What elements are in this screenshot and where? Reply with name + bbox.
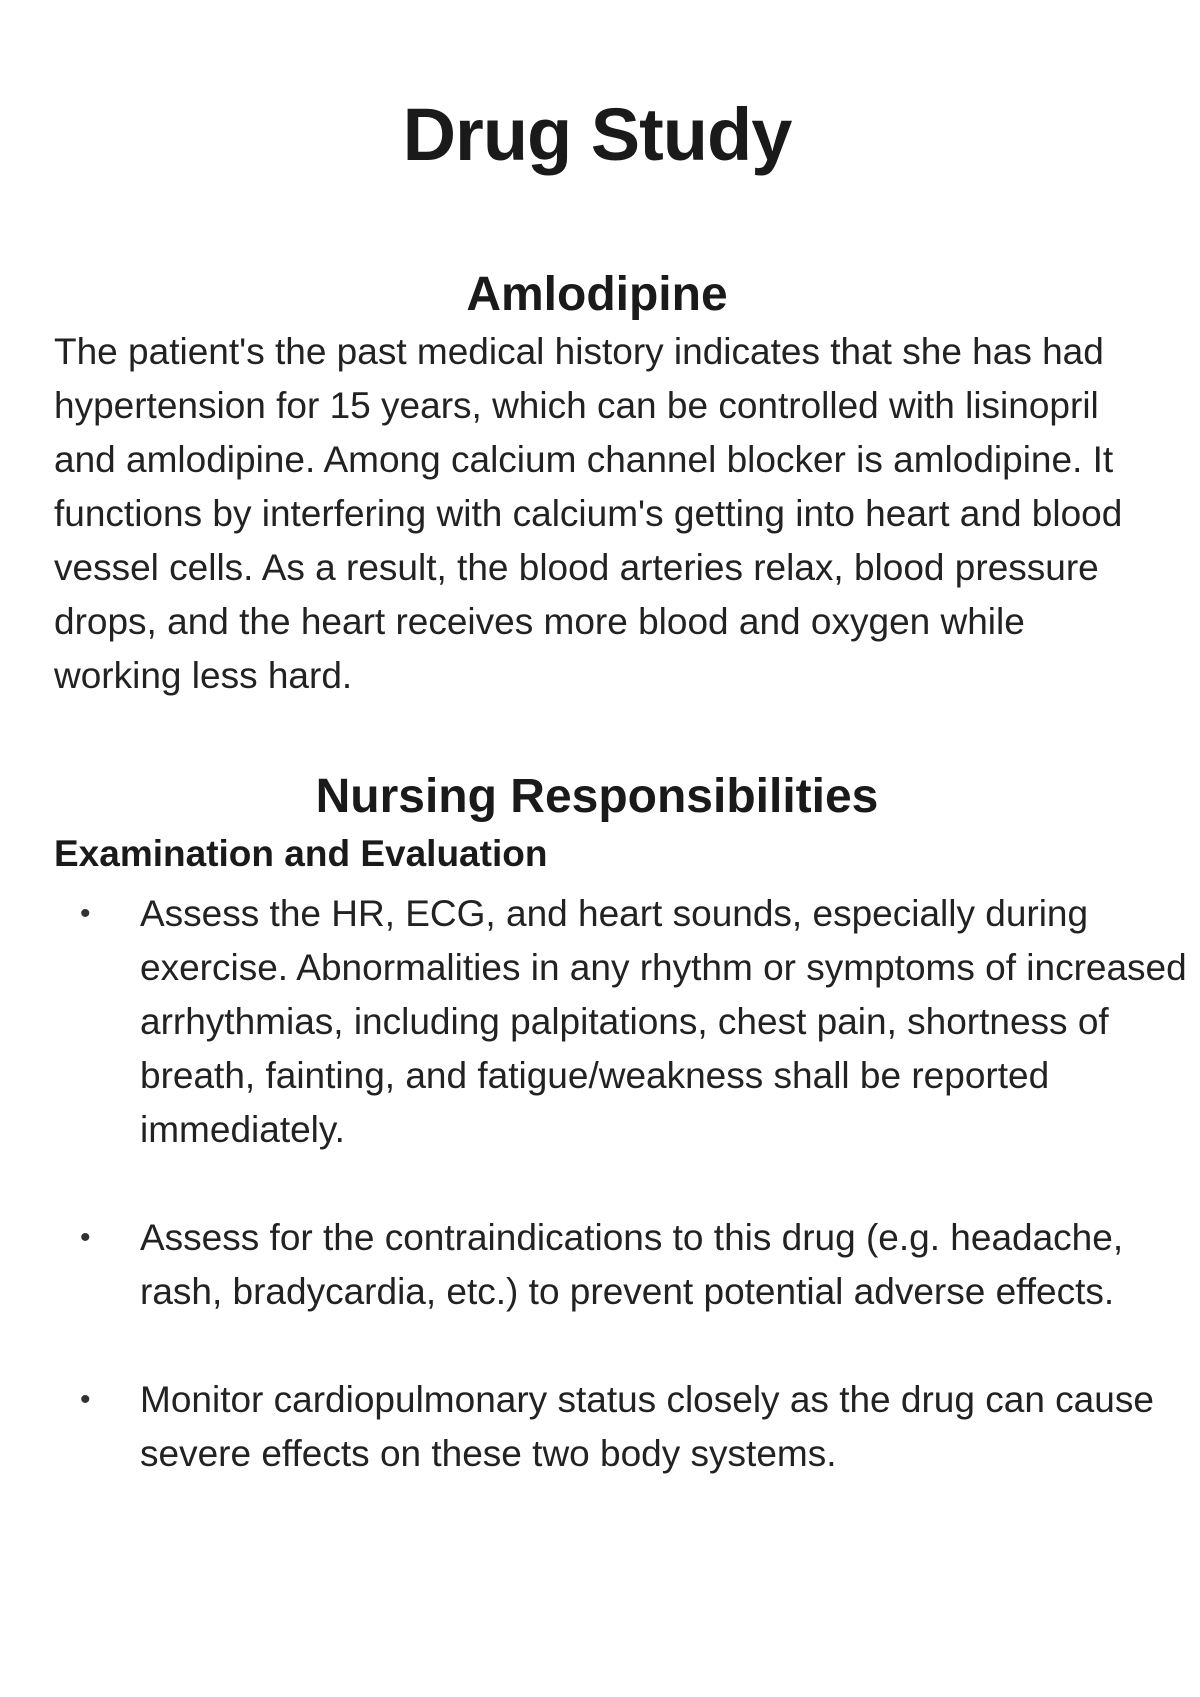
bullet-icon: • xyxy=(80,1221,91,1254)
list-item xyxy=(54,1373,1190,1481)
drug-description: The patient's the past medical history indicates that she has had hypertension for 15 years, which can be controlled with lisinopril and amlodipine. Among calcium channel blocker is amlodipine. It functions by interfering with calcium's getting into heart and blood vessel cells. As a result, the blood arteries relax, blood pressure drops, and the heart receives more blood and oxygen while working less hard. xyxy=(54,331,1123,696)
list-item-text: Assess the HR, ECG, and heart sounds, especially during exercise. Abnormalities in any rhythm or symptoms of increased arrhythmias, including palpitations, chest pain, shortness of breath, fainting, and fatigue/weakness shall be reported immediately. xyxy=(140,893,1187,1150)
list-item-text: Assess for the contraindications to this drug (e.g. headache, rash, bradycardia, etc.) to prevent potential adverse effects. xyxy=(140,1217,1124,1312)
nursing-responsibilities-heading: Nursing Responsibilities xyxy=(315,770,879,823)
bullet-icon: • xyxy=(80,897,91,930)
bullet-icon: • xyxy=(80,1383,91,1416)
list-item-text: Monitor cardiopulmonary status closely as the drug can cause severe effects on these two body systems. xyxy=(140,1379,1154,1474)
drug-name-heading: Amlodipine xyxy=(466,268,728,321)
page-title: Drug Study xyxy=(402,93,792,176)
list-item xyxy=(54,887,1190,1157)
examination-evaluation-subheading: Examination and Evaluation xyxy=(54,833,548,874)
list-item xyxy=(54,1211,1190,1319)
responsibility-list xyxy=(54,887,1187,1481)
